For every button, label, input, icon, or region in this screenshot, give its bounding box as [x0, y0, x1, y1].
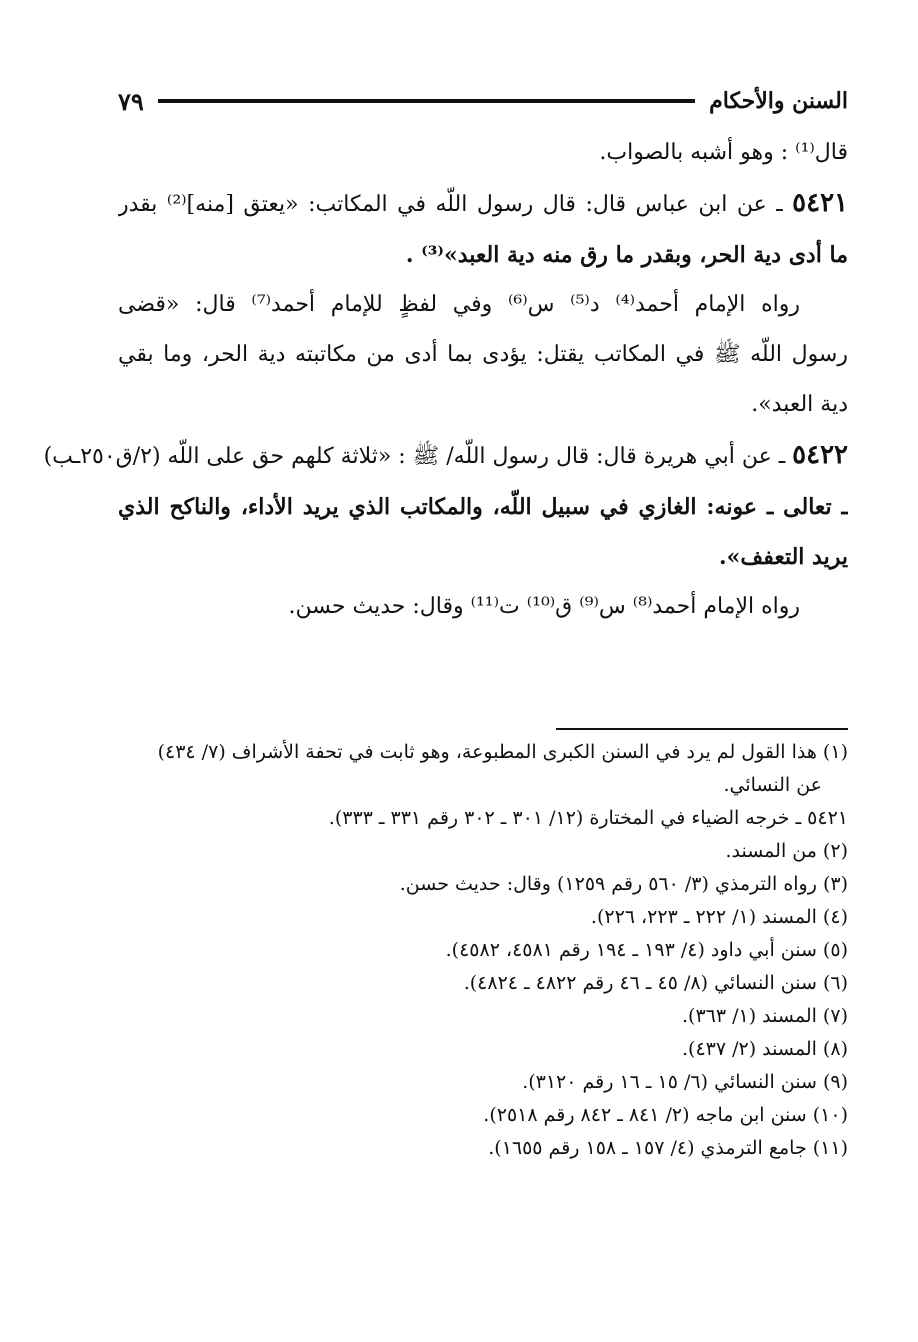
narration-line-2: رسول اللّه ﷺ في المكاتب يقتل: يؤدى بما أدى من مكاتبته دية الحر، وما بقي [118, 342, 848, 367]
page-number: ٧٩ [118, 86, 144, 116]
hadith-text: ـ عن ابن عباس قال: قال رسول اللّه في المكاتب: «يعتق [منه]⁽²⁾ بقدر [118, 192, 793, 217]
header-rule [158, 99, 695, 103]
footnote: (٣) رواه الترمذي (٣/ ٥٦٠ رقم ١٢٥٩) وقال: حديث حسن. [399, 873, 848, 895]
hadith-5421-line-1 [118, 178, 848, 230]
footnote: (٧) المسند (١/ ٣٦٣). [681, 1005, 848, 1027]
hadith-number: ٥٤٢١ [792, 188, 848, 218]
footnote-separator [556, 728, 848, 730]
page-header [118, 84, 848, 118]
footnote: (٢) من المسند. [725, 840, 848, 862]
hadith-5422-line-1 [0, 430, 848, 482]
hadith-5422-line-3: يريد التعفف». [719, 544, 848, 570]
running-title: السنن والأحكام [709, 88, 848, 114]
footnote: (٥) سنن أبي داود (٤/ ١٩٣ ـ ١٩٤ رقم ٤٥٨١، ٤٥٨٢). [445, 939, 848, 961]
main-text [43, 128, 848, 632]
footnote: (١١) جامع الترمذي (٤/ ١٥٧ ـ ١٥٨ رقم ١٦٥٥). [488, 1137, 848, 1159]
hadith-5422-line-2: ـ تعالى ـ عونه: الغازي في سبيل اللّه، والمكاتب الذي يريد الأداء، والناكح الذي [118, 494, 848, 520]
footnote: ٥٤٢١ ـ خرجه الضياء في المختارة (١٢/ ٣٠١ ـ ٣٠٢ رقم ٣٣١ ـ ٣٣٣). [328, 807, 848, 829]
hadith-text: ـ عن أبي هريرة قال: قال رسول اللّه/ ﷺ : «ثلاثة كلهم حق على اللّه (٢/ق٢٥٠ـب) [43, 444, 793, 469]
footnote-continuation: عن النسائي. [723, 774, 822, 796]
footnote: (٤) المسند (١/ ٢٢٢ ـ ٢٢٣، ٢٢٦). [590, 906, 848, 928]
narration-line-1: رواه الإمام أحمد⁽⁴⁾ د⁽⁵⁾ س⁽⁶⁾ وفي لفظٍ للإمام أحمد⁽⁷⁾ قال: «قضى [118, 292, 801, 317]
footnote: (٨) المسند (٢/ ٤٣٧). [681, 1038, 848, 1060]
hadith-5421-line-2: ما أدى دية الحر، وبقدر ما رق منه دية العبد»⁽³⁾ . [405, 242, 848, 268]
footnote: (١٠) سنن ابن ماجه (٢/ ٨٤١ ـ ٨٤٢ رقم ٢٥١٨). [483, 1104, 848, 1126]
footnote: (٦) سنن النسائي (٨/ ٤٥ ـ ٤٦ رقم ٤٨٢٢ ـ ٤٨٢٤). [463, 972, 848, 994]
footnote: (٩) سنن النسائي (٦/ ١٥ ـ ١٦ رقم ٣١٢٠). [522, 1071, 848, 1093]
narration-line: رواه الإمام أحمد⁽⁸⁾ س⁽⁹⁾ ق⁽¹⁰⁾ ت⁽¹¹⁾ وقال: حديث حسن. [288, 594, 800, 619]
footnotes [100, 736, 848, 1165]
text-line: قال⁽¹⁾ : وهو أشبه بالصواب. [599, 140, 848, 165]
narration-line-3: دية العبد». [751, 392, 848, 417]
hadith-number: ٥٤٢٢ [792, 440, 848, 470]
footnote: (١) هذا القول لم يرد في السنن الكبرى المطبوعة، وهو ثابت في تحفة الأشراف (٧/ ٤٣٤) [157, 741, 848, 763]
